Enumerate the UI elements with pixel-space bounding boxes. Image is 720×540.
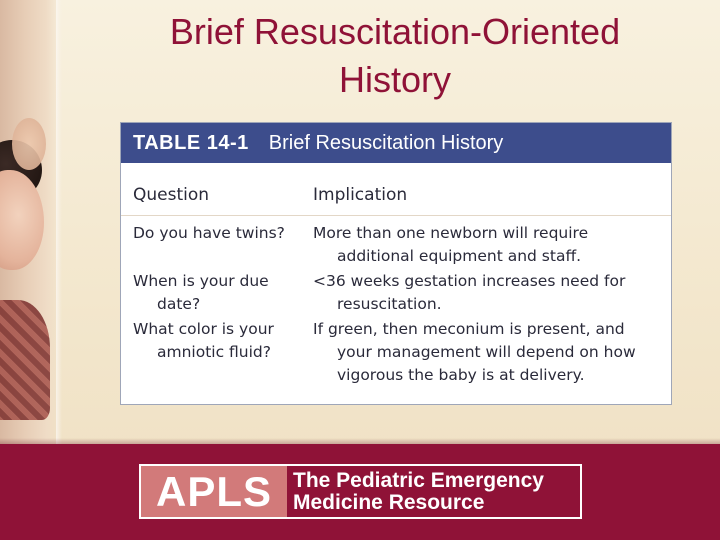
question-cell: What color is your amniotic fluid? — [133, 320, 274, 361]
implication-cell: If green, then meconium is present, and your management will depend on how vigorous the baby is at delivery. — [313, 320, 636, 384]
photo-edge-highlight — [56, 0, 62, 444]
logo-tagline-line-1: The Pediatric Emergency — [293, 469, 544, 492]
column-header-implication: Implication — [313, 185, 408, 205]
logo-tagline-line-2: Medicine Resource — [293, 491, 485, 514]
slide-title — [80, 8, 710, 104]
apls-logo-text: APLS — [141, 466, 287, 517]
table-column-headers — [121, 163, 671, 216]
table-caption: Brief Resuscitation History — [268, 131, 504, 154]
photo-clothing — [0, 300, 50, 420]
implication-cell: <36 weeks gestation increases need for resuscitation. — [313, 272, 626, 313]
photo-hand — [12, 118, 46, 170]
table-body — [121, 216, 671, 387]
child-photo-strip — [0, 0, 62, 444]
question-cell: Do you have twins? — [133, 224, 285, 242]
question-cell: When is your due date? — [133, 272, 269, 313]
table-row — [133, 318, 659, 387]
column-header-question: Question — [133, 185, 210, 205]
table-number: TABLE 14-1 — [133, 131, 249, 154]
slide-title-line-1: Brief Resuscitation-Oriented — [169, 11, 621, 52]
table-row — [133, 270, 659, 316]
apls-logo — [139, 464, 582, 519]
implication-cell: More than one newborn will require additional equipment and staff. — [313, 224, 589, 265]
table-row — [133, 222, 659, 268]
apls-logo-mark — [141, 466, 287, 517]
slide-title-line-2: History — [338, 59, 451, 100]
apls-logo-tagline — [287, 466, 580, 517]
history-table — [120, 122, 672, 405]
table-header-bar — [121, 123, 671, 163]
